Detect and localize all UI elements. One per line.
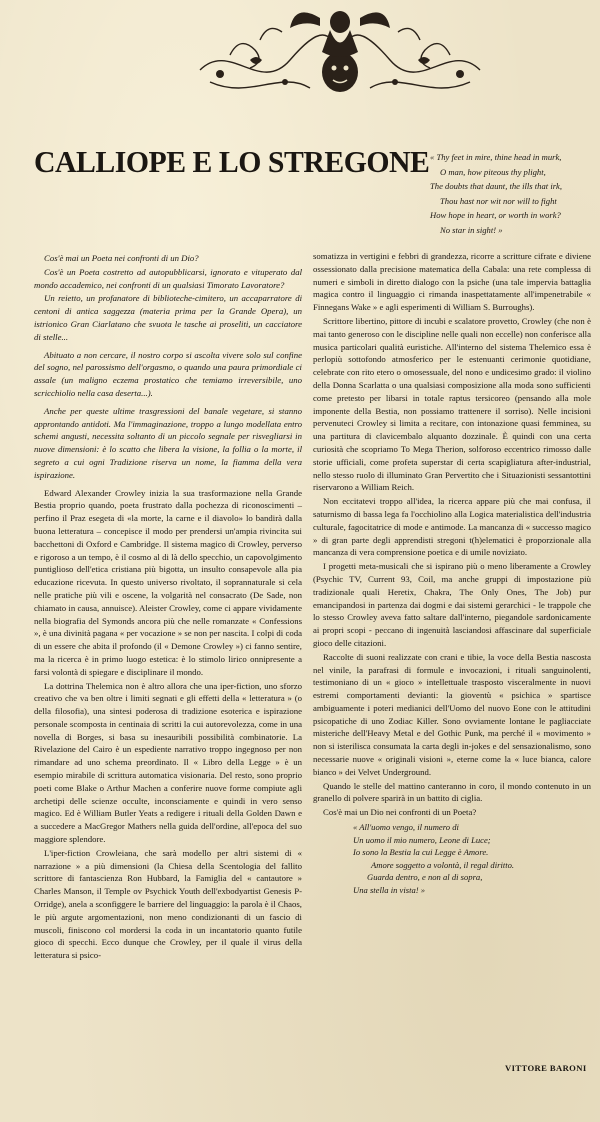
epigraph-line: Thou hast nor wit nor will to fight: [440, 195, 557, 206]
epigraph-line: How hope in heart, or worth in work?: [430, 210, 561, 221]
poem-line: « All'uomo vengo, il numero di: [353, 822, 459, 833]
poem-line: Amore soggetto a volontà, il regal diritto.: [371, 859, 515, 870]
paragraph: Raccolte di suoni realizzate con crani e tibie, la voce della Bestia nascosta nel vinile, la parafrasi di formule e invocazioni, i rituali sanguinolenti, testimoniano di un « gioco » intellettuale trasposto visceralmente in nuovi estremi comportamenti devianti: la gioventù « psichica » spartisce ambiguamente i poteri medianici dell'Uomo del nuovo Eone con le attitudini psicopatiche di uno Zodiac Killer. Sono ovviamente lontane le pagliacciate misteriche dell'Heavy Metal e del Gothic Punk, ma perché il « movimento » non si isterilisca consumata la carta degli in-jokes e del sensazionalismo, sono necessarie nuove « originali visioni », eterne come la « luce bianca, calore bianco » dei Velvet Underground.: [313, 651, 591, 777]
paragraph: Non eccitatevi troppo all'idea, la ricerca appare più che mai confusa, il saturnismo di bassa lega fa l'occhiolino alla Logica materialistica dell'industria culturale, fagocitatrice di mode e antimode. La mancanza di « successo magico » di gran parte degli apprendisti stregoni t(h)elematici è proporzionale alla mancanza di vera comprensione poetica e di umile noviziato.: [313, 496, 591, 558]
paragraph: L'iper-fiction Crowleiana, che sarà modello per altri sistemi di « narrazione » a più dimensioni (la Chiesa della Scentologia del fallito scrittore di fantascienza Ron Hubbard, la Famiglia del « cantautore » Charles Manson, il Temple ov Psychick Youth dell'exbodyartist Genesis P-Orridge), anela a sconfiggere le barriere del linguaggio: la parola è il Chaos, le più argute argomentazioni, non meno condizionanti di un fascio di muscoli, finiscono col mordersi la coda in un incantatorio quanto futile gioco di specchi. Ecco dunque che Crowley, per il quale il virus della letteratura si psico-: [34, 847, 302, 961]
epigraph-line: The doubts that daunt, the ills that irk,: [430, 181, 563, 192]
author-byline: VITTORE BARONI: [505, 1063, 587, 1073]
epigraph-line: « Thy feet in mire, thine head in murk,: [430, 152, 562, 162]
epigraph-line: No star in sight! »: [440, 224, 503, 235]
paragraph: I progetti meta-musicali che si ispirano più o meno liberamente a Crowley (Psychic TV, Current 93, Coil, ma anche gruppi di impostazione più tradizionale quali Heretix, Chakra, The Only Ones, The Job) pur emancipandosi in partenza dai dogmi e dai sistemi gerarchici - le trappole che lo stesso Crowley aveva fatto saltare dall'interno, piegandole sardonicamente ai propri scopi - peccano di ingenuità lasciandosi affascinare dal superficiale gioco delle citazioni.: [313, 561, 591, 648]
paragraph: Anche per queste ultime trasgressioni del banale vegetare, si stanno approntando antidoti. Ma l'immaginazione, troppo a lungo modellata entro schemi angusti, necessita soltanto di un piccolo segnale per risvegliarsi in nuove dimensioni: è lo scatto che libera la visione, la follia o la morte, il segreto a cui ogni Tradizione riserva un nome, la fiamma della vera ispirazione.: [34, 405, 302, 480]
poem-line: Una stella in vista! »: [353, 885, 426, 896]
paragraph: Quando le stelle del mattino canteranno in coro, il mondo contenuto in un granello di polvere sparirà in un battito di ciglia.: [313, 780, 591, 804]
right-column: [313, 250, 591, 897]
poem-line: Un uomo il mio numero, Leone di Luce;: [353, 834, 491, 845]
paragraph: somatizza in vertigini e febbri di grandezza, ricorre a scritture cifrate e diviene ossessionato dalla precisione matematica della Cabala: una rete complessa di numeri e simboli in diretto dialogo con la psiche (una tale impervia battaglia magica contro il linguaggio ci rimanda inaspettatamente all'impenetrabile « Finnegans Wake » e agli esperimenti di William S. Burroughs).: [313, 251, 591, 313]
paragraph: Cos'è mai un Dio nei confronti di un Poeta?: [323, 807, 477, 818]
paragraph: Cos'è un Poeta costretto ad autopubblicarsi, ignorato e vituperato dal mondo accademico, nei confronti di un qualsiasi Timorato Lavoratore?: [34, 266, 302, 290]
baroque-cherub-ornament: [190, 0, 490, 112]
paragraph: Edward Alexander Crowley inizia la sua trasformazione nella Grande Bestia proprio quando, poeta frustrato dalla pochezza di riconoscimenti – perfino il Praz esegeta di «la morte, la carne e il diavolo» lo bandirà dalla buona letteratura – concepisce il modo per prendersi un'ampia rivincita sui bacchettoni di Oxford e Cambridge. Il sistema magico di Crowley, perverso e rigoroso a un tempo, è il cosmo al di là dello specchio, un capovolgimento puntiglioso dell'etica cristiana più bigotta, un insulto consapevole alla pia educazione ricevuta. In questo universo rivoltato, il soprannaturale si cela nelle pratiche più vili e oscene, la volgarità nel consacrato (De Sade, non chiamato in causa, annuisce). Aleister Crowley, come ci appare vividamente nella biografia del Symonds ancora più che nelle romanzate « Confessions », è una divinità pagana « per vocazione » se non per nascita. I colpi di coda di un essere che abita il profondo (il « Demone Crowley ») ci fanno sentire, ma la ricerca è in primo luogo estetica: è lo stimolo lirico onnipresente a farsi volontà di spiegare e disciplinare il mondo.: [34, 487, 302, 677]
poem-line: Guarda dentro, e non al di sopra,: [367, 872, 483, 883]
paragraph: Un reietto, un profanatore di biblioteche-cimitero, un accaparratore di centoni di antica saggezza (materia prima per la Grande Opera), un istrionico Gran Ciarlatano che svuota le tasche ai proseliti, un cacciatore di stelle...: [34, 293, 302, 342]
epigraph-line: O man, how piteous thy plight,: [440, 166, 546, 177]
article-title: CALLIOPE E LO STREGONE: [34, 144, 430, 179]
poem-line: Io sono la Bestia la cui Legge è Amore.: [353, 847, 489, 858]
closing-poem: [313, 821, 591, 897]
epigraph: [430, 150, 600, 238]
left-column: [34, 252, 302, 963]
paragraph: Cos'è mai un Poeta nei confronti di un Dio?: [44, 253, 199, 263]
paragraph: Abituato a non cercare, il nostro corpo si ascolta vivere solo sul confine del sogno, nel parossismo dell'orgasmo, o quando una paura primordiale ci assale (un maligno eczema prostatico che temiamo irreversibile, uno scricchiolio nella casa deserta...).: [34, 349, 302, 398]
paragraph: La dottrina Thelemica non è altro allora che una iper-fiction, uno sforzo creativo che va ben oltre i limiti segnati e gli effetti della « letteratura » (o della filosofia), una sintesi poderosa di tradizione esoterica e ispirazione personale scomposta in centinaia di scritti la cui autorevolezza, come in una novella di Borges, si basa su inesauribili possibilità combinatorie. La Rivelazione del Cairo è un espediente narrativo troppo ingegnoso per non rimandare ad uno schema preordinato. Il « Libro della Legge » è un esempio mirabile di scrittura automatica visionaria. Del resto, sono proprio poeti come Blake o Arthur Machen a conferire nuove forme compiute agli archetipi delle scienze occulte, inconsciamente e quindi in vero senso magico. Ed è William Butler Yeats a redigere i rituali della Golden Dawn e a succedere a MacGregor Mathers nella guida dell'ordine, all'epoca del suo maggiore splendore.: [34, 680, 302, 845]
paragraph: Scrittore libertino, pittore di incubi e scalatore provetto, Crowley (che non è mai tanto generoso con le discipline nelle quali non eccelle) non conferisce alla musica particolari qualità euristiche. All'interno del sistema Thelemico essa è perlopiù sottofondo atmosferico per le estenuanti cerimonie quotidiane, celebrate con rito etero o omosessuale, del nono e undicesimo grado: il violino della Donna Scarlatta o una qualsiasi composizione alla moda sono sufficienti come pretesto per libarsi in totale raptus tersicoreo (pensando alla mole imponente della Bestia, non possiamo trattenere il sorriso). Nelle incisioni pervenuteci Crowley si limita a recitare, con intonazione quasi femminea, su una partitura di clavicembalo alquanto dozzinale. È quindi con una certa curiosità che scopriamo To Mega Therion, solforoso eccentrico rimosso dalle storie ufficiali, come profeta superstar di certa scapigliatura after-industrial, nello stesso ruolo di illuminato Gran Pervertito che i Situazionisti sessantottini riservarono a William Reich.: [313, 315, 591, 493]
